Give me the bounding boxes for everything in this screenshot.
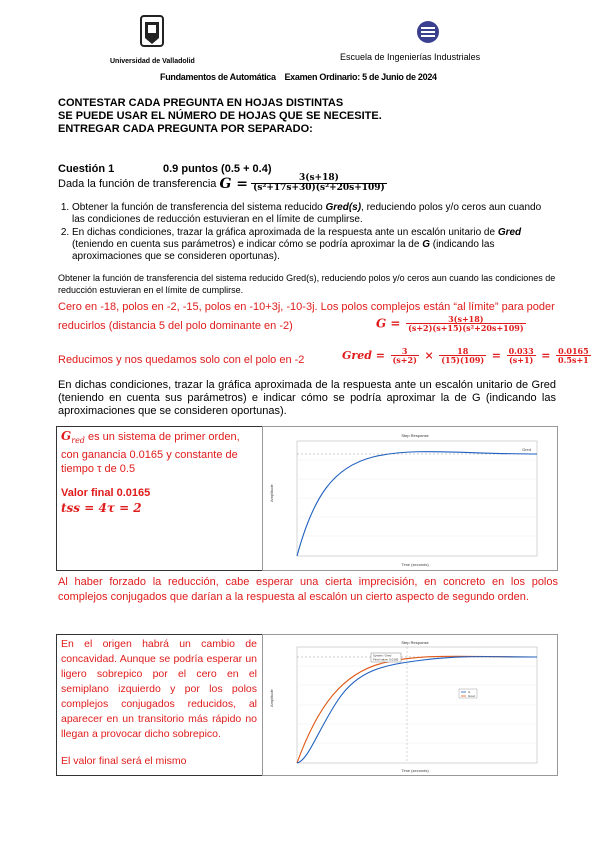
svg-text:Amplitude: Amplitude xyxy=(269,689,274,707)
question-points: 0.9 puntos (0.5 + 0.4) xyxy=(163,163,272,175)
reduce-text: Reducimos y nos quedamos solo con el polo en -2 xyxy=(58,354,305,366)
plot-g-vs-gred xyxy=(262,634,558,776)
exam-line: Fundamentos de Automática Examen Ordinario: 5 de Junio de 2024 xyxy=(160,72,437,82)
poles-description: Cero en -18, polos en -2, -15, polos en -10+3j, -10-3j. Los polos complejos están “al límite” para poder reducirlos (distancia 5 del polo dominante en -2) xyxy=(58,301,555,332)
gred-expression: Gred = $\frac{3}{(s+2)}$ × $\frac{18}{(15)(109)}$ = $\frac{0.033}{(s+1)}$ = $\frac{0.0165}{0.5s+1}$ xyxy=(342,345,589,365)
instruction-line: CONTESTAR CADA PREGUNTA EN HOJAS DISTINTAS xyxy=(58,97,344,109)
instruction-line: SE PUEDE USAR EL NÚMERO DE HOJAS QUE SE NECESITE. xyxy=(58,110,382,122)
g-fraction xyxy=(251,174,387,194)
approximation-note: Al haber forzado la reducción, cabe esperar una cierta imprecisión, en concreto en los polos complejos conjugados que darían a la respuesta al escalón un cierto aspecto de segundo orden. xyxy=(58,576,558,603)
instructions xyxy=(58,97,382,136)
concavity-text: En el origen habrá un cambio de concavidad. Aunque se podría esperar un ligero sobrepico por el cero en el semiplano izquierdo y por los polos complejos conjugados reducidos, al aparecer en un transitorio más rápido no llegan a provocar dicho sobrepico. xyxy=(61,638,257,740)
g-numerator: 3(s+18) xyxy=(251,174,387,184)
svg-text:Amplitude: Amplitude xyxy=(269,484,274,502)
question-intro xyxy=(58,174,558,204)
answer2-prompt: En dichas condiciones, trazar la gráfica aproximada de la respuesta ante un escalón unitario de Gred (teniendo en cuenta sus parámetros) e indicar cómo se podría aproximar la de G (indicando las aproximaciones que se consideren oportunas). xyxy=(58,379,556,417)
uva-logo xyxy=(135,14,169,52)
school-name: Escuela de Ingenierías Industriales xyxy=(340,52,481,62)
g-factored: G = $\frac{3(s+18)}{\text{(s+2)(s+15)(s²+20s+109)}}$ xyxy=(376,313,524,333)
question-title: Cuestión 1 xyxy=(58,163,115,175)
svg-text:Gred: Gred xyxy=(468,694,475,698)
svg-text:Time (seconds): Time (seconds) xyxy=(401,768,429,773)
svg-text:G: G xyxy=(468,690,471,694)
svg-text:System: Gred: System: Gred xyxy=(373,653,392,658)
svg-text:Gred: Gred xyxy=(522,447,531,452)
plot-gred xyxy=(262,426,558,571)
school-logo xyxy=(415,20,441,44)
g-denominator: (s²+17s+30)(s²+20s+109) xyxy=(253,183,385,194)
plot-gred-svg xyxy=(263,427,557,570)
settling-time: tss = 4τ = 2 xyxy=(61,501,142,515)
question-item-1: 1. Obtener la función de transferencia del sistema reducido Gred(s), reduciendo polos y/o ceros aun cuando las condiciones de reducción estuvieran en el límite de cumplirse. xyxy=(72,202,556,226)
gred-description: $G_{red}$ es un sistema de primer orden, con ganancia 0.0165 y constante de tiempo τ de 0.5 xyxy=(61,429,240,476)
g-symbol: G = xyxy=(219,175,249,192)
svg-text:Final value: 0.0165: Final value: 0.0165 xyxy=(373,657,399,662)
final-value-same: El valor final será el mismo xyxy=(61,755,187,767)
svg-text:Step Response: Step Response xyxy=(401,640,429,645)
question-items xyxy=(58,202,556,264)
answer1-prompt: Obtener la función de transferencia del sistema reducido Gred(s), reduciendo polos y/o ceros aun cuando las condiciones de reducción estuvieran en el límite de cumplirse. xyxy=(58,273,556,295)
question-item-2: 2. En dichas condiciones, trazar la gráfica aproximada de la respuesta ante un escalón unitario de Gred (teniendo en cuenta sus parámetros) e indicar cómo se podría aproximar la de G (indicando las aproximaciones que se consideren oportunas). xyxy=(72,227,556,263)
svg-text:Step Response: Step Response xyxy=(401,433,429,438)
svg-text:Time (seconds): Time (seconds) xyxy=(401,562,429,567)
intro-text: Dada la función de transferencia xyxy=(58,177,217,190)
final-value-label: Valor final 0.0165 xyxy=(61,487,151,499)
plot-g-vs-gred-svg xyxy=(263,635,557,775)
university-name: Universidad de Valladolid xyxy=(110,58,195,65)
instruction-line: ENTREGAR CADA PREGUNTA POR SEPARADO: xyxy=(58,123,313,135)
